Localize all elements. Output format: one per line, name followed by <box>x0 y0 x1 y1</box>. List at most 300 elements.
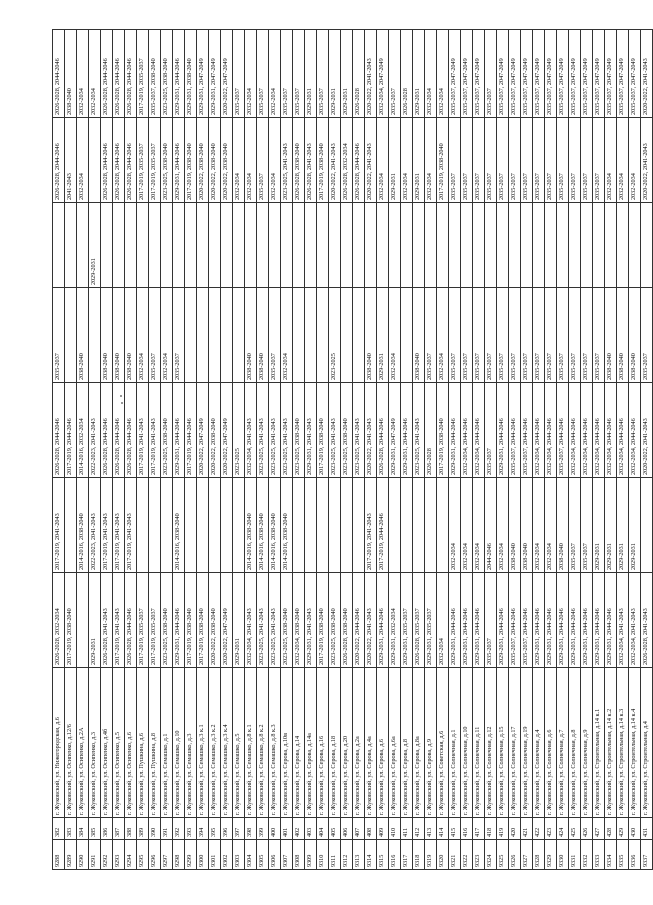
table-cell-id: 9329 <box>545 840 557 870</box>
table-cell-y1: 2026-2028, 2041-2043 <box>641 573 653 668</box>
table-cell-y4 <box>89 288 101 383</box>
table-cell-y2: 2032-2034 <box>449 478 461 573</box>
table-cell-id: 9296 <box>149 840 161 870</box>
table-cell-n: 412 <box>413 818 425 840</box>
table-cell-y5 <box>377 203 389 288</box>
table-cell-id: 9301 <box>209 840 221 870</box>
table-cell-y4 <box>317 288 329 383</box>
table-cell-y3: 2032-2034, 2044-2046 <box>605 383 617 478</box>
table-cell-y2 <box>149 478 161 573</box>
table-cell-address: г. Жуковский, ул. Семашко, д.8 к.1 <box>245 668 257 818</box>
table-cell-n: 411 <box>401 818 413 840</box>
table-cell-y4: 2035-2037 <box>545 288 557 383</box>
table-cell-y1: 2017-2019, 2038-2040 <box>65 573 77 668</box>
table-cell-y2 <box>401 478 413 573</box>
table-cell-y6: 2020-2022, 2038-2040 <box>221 118 233 203</box>
table-cell-y7: 2035-2037, 2047-2049 <box>545 30 557 118</box>
table-cell-y7: 2035-2037 <box>293 30 305 118</box>
table-cell-y5 <box>413 203 425 288</box>
table-cell-y5 <box>521 203 533 288</box>
table-row <box>521 30 533 870</box>
table-cell-n: 398 <box>245 818 257 840</box>
table-row <box>605 30 617 870</box>
table-cell-address: г. Жуковский, ул. Серова, д.6а <box>389 668 401 818</box>
table-cell-y1: 2026-2028, 2041-2043 <box>101 573 113 668</box>
table-cell-id: 9302 <box>221 840 233 870</box>
table-cell-y2: 2014-2016, 2038-2040 <box>245 478 257 573</box>
table-row <box>185 30 197 870</box>
table-cell-y2 <box>305 478 317 573</box>
table-cell-y6: 2017-2019, 2035-2037 <box>149 118 161 203</box>
table-cell-address: г. Жуковский, ул. Серова, д.18 <box>329 668 341 818</box>
table-cell-y6: 2032-2034 <box>401 118 413 203</box>
table-cell-address: г. Жуковский, ул. Семашко, д.1 <box>161 668 173 818</box>
table-cell-y1: 2032-2034, 2038-2040 <box>293 573 305 668</box>
table-cell-id: 9320 <box>437 840 449 870</box>
table-cell-y6: 2017-2019, 2038-2040 <box>185 118 197 203</box>
table-cell-y1: 2029-2031, 2044-2046 <box>581 573 593 668</box>
table-cell-y1: 2029-2031, 2044-2046 <box>569 573 581 668</box>
table-cell-y7: 2026-2028 <box>401 30 413 118</box>
table-cell-y4: 2035-2037 <box>509 288 521 383</box>
table-cell-y5 <box>329 203 341 288</box>
table-row <box>209 30 221 870</box>
table-cell-y6: 2017-2019, 2035-2037 <box>137 118 149 203</box>
table-cell-y1: 2026-2028, 2038-2040 <box>341 573 353 668</box>
table-cell-y3: 2020-2022, 2041-2043 <box>365 383 377 478</box>
table-cell-address: г. Жуковский, ул. Пушкина, д.6 <box>137 668 149 818</box>
table-cell-y6: 2026-2028, 2032-2034 <box>341 118 353 203</box>
table-cell-n: 390 <box>149 818 161 840</box>
table-cell-y2: 2017-2019, 2041-2043 <box>365 478 377 573</box>
table-cell-y3: 2029-2031, 2044-2046 <box>173 383 185 478</box>
table-cell-y6: 2035-2037 <box>449 118 461 203</box>
table-cell-id: 9317 <box>401 840 413 870</box>
table-cell-y1: 2029-2031, 2032-2034 <box>389 573 401 668</box>
table-cell-address: г. Жуковский, ул. Строительная, д.4 <box>641 668 653 818</box>
table-cell-y1: 2029-2031 <box>89 573 101 668</box>
table-cell-y6: 2020-2022, 2041-2043 <box>365 118 377 203</box>
table-cell-y2: 2038-2040 <box>509 478 521 573</box>
table-row <box>461 30 473 870</box>
table-cell-y7: 2017-2019, 2035-2037 <box>137 30 149 118</box>
table-cell-y5 <box>581 203 593 288</box>
table-cell-y6: 2032-2034 <box>425 118 437 203</box>
table-row <box>101 30 113 870</box>
table-cell-y7: 2035-2037 <box>233 30 245 118</box>
table-cell-y1: 2029-2031, 2044-2046 <box>473 573 485 668</box>
table-cell-y2: 2032-2034 <box>461 478 473 573</box>
table-cell-y6: 2029-2031 <box>413 118 425 203</box>
table-cell-id: 9316 <box>389 840 401 870</box>
table-row <box>353 30 365 870</box>
table-cell-y4: 2038-2040 <box>365 288 377 383</box>
table-cell-y1: 2029-2031, 2044-2046 <box>173 573 185 668</box>
table-row <box>221 30 233 870</box>
table-cell-y5 <box>557 203 569 288</box>
table-cell-n: 406 <box>341 818 353 840</box>
table-cell-y2: 2029-2031 <box>593 478 605 573</box>
table-cell-y2 <box>329 478 341 573</box>
table-cell-y2: 2014-2016, 2038-2040 <box>257 478 269 573</box>
table-cell-y3: 2023-2025, 2041-2043 <box>353 383 365 478</box>
table-cell-y6: 2029-2031 <box>389 118 401 203</box>
table-cell-address: г. Жуковский, ул. Семашко, д.3 к.4 <box>221 668 233 818</box>
table-cell-y2 <box>641 478 653 573</box>
table-cell-id: 9304 <box>245 840 257 870</box>
table-cell-y5 <box>389 203 401 288</box>
table-cell-y4: 2035-2037 <box>473 288 485 383</box>
table-cell-n: 382 <box>53 818 65 840</box>
table-row <box>257 30 269 870</box>
table-cell-n: 426 <box>581 818 593 840</box>
table-row <box>377 30 389 870</box>
table-row <box>581 30 593 870</box>
table-cell-y3: 2035-2037, 2044-2046 <box>557 383 569 478</box>
table-cell-n: 423 <box>545 818 557 840</box>
table-cell-id: 9295 <box>137 840 149 870</box>
table-cell-y6: 2041-2043 <box>65 118 77 203</box>
table-cell-y4: 2035-2037 <box>425 288 437 383</box>
table-cell-y7: 2035-2037, 2047-2049 <box>473 30 485 118</box>
table-cell-y2 <box>293 478 305 573</box>
table-cell-y2 <box>209 478 221 573</box>
table-cell-y1: 2017-2019, 2038-2040 <box>197 573 209 668</box>
table-cell-y7: 2029-2031, 2047-2049 <box>197 30 209 118</box>
table-cell-y6: 2032-2034 <box>245 118 257 203</box>
table-row <box>557 30 569 870</box>
table-cell-y2 <box>137 478 149 573</box>
table-cell-id: 9306 <box>269 840 281 870</box>
table-row <box>293 30 305 870</box>
table-cell-n: 387 <box>113 818 125 840</box>
table-cell-y1: 2020-2022, 2038-2040 <box>209 573 221 668</box>
table-cell-y2 <box>389 478 401 573</box>
table-cell-address: г. Жуковский, ул. Семашко, д.10 <box>173 668 185 818</box>
table-cell-n: 419 <box>497 818 509 840</box>
table-cell-y7: 2035-2037, 2038-2040 <box>149 30 161 118</box>
table-cell-address: г. Жуковский, ул. Серова, д.10в <box>281 668 293 818</box>
table-cell-y7: 2026-2028, 2044-2046 <box>125 30 137 118</box>
table-cell-y1: 2023-2025, 2041-2043 <box>269 573 281 668</box>
table-cell-id: 9291 <box>89 840 101 870</box>
table-cell-y5 <box>173 203 185 288</box>
table-cell-n: 418 <box>485 818 497 840</box>
table-cell-y3: 2017-2019, 2041-2043 <box>137 383 149 478</box>
table-cell-y5 <box>605 203 617 288</box>
table-cell-y5 <box>437 203 449 288</box>
table-cell-y4 <box>233 288 245 383</box>
table-row <box>473 30 485 870</box>
table-cell-y5 <box>629 203 641 288</box>
table-cell-id: 9310 <box>317 840 329 870</box>
table-cell-y3: 2035-2037 <box>485 383 497 478</box>
table-cell-y4: 2035-2037 <box>641 288 653 383</box>
table-cell-n: 403 <box>305 818 317 840</box>
table-cell-address: г. Жуковский, ул. Семашко, д.3 к.1 <box>197 668 209 818</box>
table-cell-y3: 2026-2028, 2044-2046 <box>53 383 65 478</box>
table-cell-n: 391 <box>161 818 173 840</box>
table-cell-address: г. Жуковский, ул. Серова, д.4а <box>365 668 377 818</box>
table-cell-y2: 2014-2016, 2038-2040 <box>77 478 89 573</box>
table-cell-y2 <box>317 478 329 573</box>
table-cell-y1: 2023-2025, 2038-2040 <box>329 573 341 668</box>
table-cell-y3: 2023-2025, 2038-2040 <box>161 383 173 478</box>
table-cell-n: 402 <box>293 818 305 840</box>
table-cell-y7: 2020-2022, 2041-2043 <box>365 30 377 118</box>
table-cell-n: 407 <box>353 818 365 840</box>
table-cell-y6: 2026-2028, 2044-2046 <box>101 118 113 203</box>
table-cell-id: 9324 <box>485 840 497 870</box>
table-cell-n: 404 <box>317 818 329 840</box>
table-cell-id: 9322 <box>461 840 473 870</box>
table-cell-y3: 2026-2028, 2044-2046 <box>113 383 125 478</box>
table-cell-y2: 2017-2019, 2041-2043 <box>101 478 113 573</box>
table-cell-y7: 2032-2034 <box>77 30 89 118</box>
table-cell-y7: 2029-2031, 2038-2040 <box>185 30 197 118</box>
table-cell-address: г. Жуковский, ул. Солнечная, д.4 <box>533 668 545 818</box>
table-cell-n: 420 <box>509 818 521 840</box>
table-cell-y4: 2038-2040 <box>617 288 629 383</box>
table-cell-y7: 2029-2031 <box>413 30 425 118</box>
table-cell-y3: 2023-2025, 2038-2040 <box>341 383 353 478</box>
table-cell-address: г. Жуковский, ул. Строительная, д.14 к.4 <box>629 668 641 818</box>
table-cell-y6: 2026-2028, 2044-2046 <box>353 118 365 203</box>
table-cell-y7: 2035-2037 <box>281 30 293 118</box>
table-row <box>329 30 341 870</box>
table-cell-y7: 2032-2034 <box>89 30 101 118</box>
table-cell-n: 409 <box>377 818 389 840</box>
table-cell-y1: 2032-2034, 2041-2043 <box>617 573 629 668</box>
table-cell-y3: 2032-2034, 2044-2046 <box>593 383 605 478</box>
table-cell-y5 <box>209 203 221 288</box>
table-cell-address: г. Жуковский, ул. Солнечная, д.12 <box>485 668 497 818</box>
table-cell-y6: 2035-2037 <box>257 118 269 203</box>
table-cell-y4: 2035-2037 <box>53 288 65 383</box>
table-row <box>365 30 377 870</box>
table-cell-y1: 2032-2034 <box>437 573 449 668</box>
table-cell-y5 <box>149 203 161 288</box>
table-cell-address: г. Жуковский, ул. Серова, д.20 <box>341 668 353 818</box>
table-cell-address: г. Жуковский, ул. Солнечная, д.15 <box>497 668 509 818</box>
table-cell-y5 <box>257 203 269 288</box>
table-cell-n: 401 <box>281 818 293 840</box>
table-cell-y1: 2029-2031, 2044-2046 <box>449 573 461 668</box>
table-cell-y6: 2035-2037 <box>485 118 497 203</box>
table-cell-y6: 2032-2034 <box>77 118 89 203</box>
table-cell-y7: 2035-2037, 2047-2049 <box>521 30 533 118</box>
table-row <box>509 30 521 870</box>
table-cell-address: г. Жуковский, ул. Серова, д.6 <box>377 668 389 818</box>
table-cell-y3: 2029-2031, 2047-2049 <box>389 383 401 478</box>
table-cell-y7: 2035-2037 <box>257 30 269 118</box>
table-cell-y7: 2026-2028 <box>353 30 365 118</box>
table-cell-n: 396 <box>221 818 233 840</box>
table-cell-y7: 2035-2037 <box>389 30 401 118</box>
table-cell-y6: 2035-2037 <box>497 118 509 203</box>
table-row <box>425 30 437 870</box>
table-cell-y7: 2035-2037, 2047-2049 <box>461 30 473 118</box>
table-cell-id: 9326 <box>509 840 521 870</box>
table-cell-y2: 2038-2040 <box>557 478 569 573</box>
table-cell-y6: 2032-2034 <box>377 118 389 203</box>
table-cell-id: 9307 <box>281 840 293 870</box>
table-cell-y2 <box>233 478 245 573</box>
table-cell-y6: 2035-2037 <box>509 118 521 203</box>
table-cell-y1: 2029-2031, 2044-2046 <box>461 573 473 668</box>
table-cell-y6: 2020-2022, 2041-2043 <box>641 118 653 203</box>
table-cell-y5 <box>473 203 485 288</box>
table-cell-y1: 2017-2019, 2035-2037 <box>149 573 161 668</box>
table-cell-y3: 2032-2034, 2044-2046 <box>569 383 581 478</box>
table-cell-y4 <box>341 288 353 383</box>
table-cell-n: 389 <box>137 818 149 840</box>
table-cell-n: 425 <box>569 818 581 840</box>
table-cell-y2: 2017-2019, 2044-2046 <box>377 478 389 573</box>
table-cell-y6: 2035-2037 <box>569 118 581 203</box>
scan-speck <box>120 395 122 397</box>
table-cell-y4 <box>197 288 209 383</box>
table-cell-y2: 2022-2023, 2041-2043 <box>89 478 101 573</box>
table-cell-y4: 2035-2037 <box>521 288 533 383</box>
table-cell-id: 9311 <box>329 840 341 870</box>
table-cell-y2: 2014-2016, 2038-2040 <box>269 478 281 573</box>
table-cell-address: г. Жуковский, ул. Серова, д.16 <box>317 668 329 818</box>
table-cell-y1: 2035-2037 <box>485 573 497 668</box>
table-cell-address: г. Жуковский, ул. Осипенко, д.12/6 <box>65 668 77 818</box>
table-cell-y7: 2029-2031 <box>341 30 353 118</box>
table-cell-y6: 2035-2037 <box>593 118 605 203</box>
table-cell-id: 9314 <box>365 840 377 870</box>
table-cell-n: 421 <box>521 818 533 840</box>
table-cell-y7: 2038-2040 <box>65 30 77 118</box>
table-cell-id: 9289 <box>65 840 77 870</box>
table-row <box>341 30 353 870</box>
table-cell-y3: 2023-2025 <box>233 383 245 478</box>
table-cell-y1: 2029-2031, 2035-2037 <box>425 573 437 668</box>
table-row <box>497 30 509 870</box>
table-cell-y7: 2020-2022, 2047-2049 <box>221 30 233 118</box>
table-cell-y7: 2023-2025, 2038-2040 <box>161 30 173 118</box>
table-cell-address: г. Жуковский, ул. Строительная, д.14 к.3 <box>617 668 629 818</box>
table-cell-y4: 2032-2034 <box>437 288 449 383</box>
table-cell-y7: 2035-2037 <box>485 30 497 118</box>
table-cell-address: г. Жуковский, ул. Семашко, д.3 <box>185 668 197 818</box>
table-row <box>77 30 89 870</box>
table-cell-y6: 2032-2034 <box>605 118 617 203</box>
table-cell-id: 9325 <box>497 840 509 870</box>
table-cell-n: 394 <box>197 818 209 840</box>
table-cell-y2: 2035-2037 <box>581 478 593 573</box>
table-cell-y3: 2017-2019, 2044-2046 <box>65 383 77 478</box>
table-cell-y4 <box>209 288 221 383</box>
table-cell-id: 9315 <box>377 840 389 870</box>
table-cell-y3: 2023-2025, 2041-2043 <box>413 383 425 478</box>
table-cell-y2: 2032-2034 <box>545 478 557 573</box>
table-cell-y4 <box>293 288 305 383</box>
table-cell-id: 9305 <box>257 840 269 870</box>
table-row <box>65 30 77 870</box>
table-row <box>197 30 209 870</box>
table-cell-y5 <box>461 203 473 288</box>
table-cell-id: 9299 <box>185 840 197 870</box>
table-cell-y1: 2017-2019, 2038-2040 <box>317 573 329 668</box>
table-cell-y5 <box>233 203 245 288</box>
table-cell-y4: 2032-2034 <box>389 288 401 383</box>
table-cell-y7: 2032-2034 <box>437 30 449 118</box>
table-cell-y7: 2035-2037, 2047-2049 <box>449 30 461 118</box>
table-cell-n: 393 <box>185 818 197 840</box>
table-row <box>401 30 413 870</box>
table-cell-y3: 2023-2025, 2041-2043 <box>269 383 281 478</box>
table-cell-n: 415 <box>449 818 461 840</box>
table-cell-y2: 2032-2034 <box>533 478 545 573</box>
table-cell-y4 <box>65 288 77 383</box>
table-cell-address: г. Жуковский, ул. Солнечная, д.6 <box>545 668 557 818</box>
table-cell-y2: 2029-2031 <box>617 478 629 573</box>
table-cell-n: 397 <box>233 818 245 840</box>
table-cell-id: 9335 <box>617 840 629 870</box>
table-cell-y5 <box>161 203 173 288</box>
table-cell-y6: 2032-2034 <box>269 118 281 203</box>
table-cell-y1: 2026-2028, 2032-2034 <box>53 573 65 668</box>
table-cell-y5 <box>365 203 377 288</box>
table-cell-address: г. Жуковский, ул. Серова, д.14а <box>305 668 317 818</box>
table-cell-y1: 2029-2031, 2044-2046 <box>557 573 569 668</box>
table-cell-y3: 2026-2028, 2044-2046 <box>101 383 113 478</box>
table-cell-y1: 2017-2019, 2038-2040 <box>185 573 197 668</box>
table-cell-n: 408 <box>365 818 377 840</box>
table-cell-y5 <box>317 203 329 288</box>
table-cell-y4: 2023-2025 <box>329 288 341 383</box>
table-cell-address: г. Жуковский, ул. Осипенко, д.5 <box>113 668 125 818</box>
table-cell-y4: 2035-2037 <box>593 288 605 383</box>
table-cell-y6: 2032-2034 <box>629 118 641 203</box>
table-cell-n: 388 <box>125 818 137 840</box>
table-cell-y6: 2035-2037 <box>545 118 557 203</box>
table-cell-y2: 2029-2031 <box>629 478 641 573</box>
table-cell-y1: 2026-2028, 2044-2046 <box>125 573 137 668</box>
table-cell-y3: 2017-2019, 2041-2043 <box>149 383 161 478</box>
table-cell-y4: 2035-2037 <box>485 288 497 383</box>
table-cell-n: 428 <box>605 818 617 840</box>
table-cell-y2: 2032-2034 <box>473 478 485 573</box>
table-cell-address: г. Жуковский, ул. Солнечная, д.19 <box>521 668 533 818</box>
table-cell-y3: 2035-2037, 2044-2046 <box>521 383 533 478</box>
table-cell-y3: 2023-2025, 2041-2043 <box>257 383 269 478</box>
table-cell-y5 <box>197 203 209 288</box>
table-cell-y2: 2044-2046 <box>485 478 497 573</box>
table-cell-y6: 2017-2019, 2038-2040 <box>317 118 329 203</box>
table-row <box>161 30 173 870</box>
table-cell-y5 <box>593 203 605 288</box>
table-row <box>125 30 137 870</box>
table-cell-y6: 2020-2022, 2038-2040 <box>209 118 221 203</box>
table-cell-y4: 2035-2037 <box>569 288 581 383</box>
table-cell-y5 <box>281 203 293 288</box>
table-cell-y3: 2017-2019, 2038-2040 <box>317 383 329 478</box>
table-cell-y7: 2035-2037, 2047-2049 <box>593 30 605 118</box>
table-cell-y5 <box>353 203 365 288</box>
table-cell-y6: 2032-2034 <box>233 118 245 203</box>
table-cell-y7: 2035-2037, 2047-2049 <box>497 30 509 118</box>
table-row <box>137 30 149 870</box>
table-cell-id: 9318 <box>413 840 425 870</box>
table-cell-y3: 2017-2019, 2038-2040 <box>437 383 449 478</box>
table-cell-y6: 2026-2028, 2038-2040 <box>293 118 305 203</box>
table-cell-y3: 2029-2031, 2044-2046 <box>497 383 509 478</box>
table-cell-y4 <box>185 288 197 383</box>
